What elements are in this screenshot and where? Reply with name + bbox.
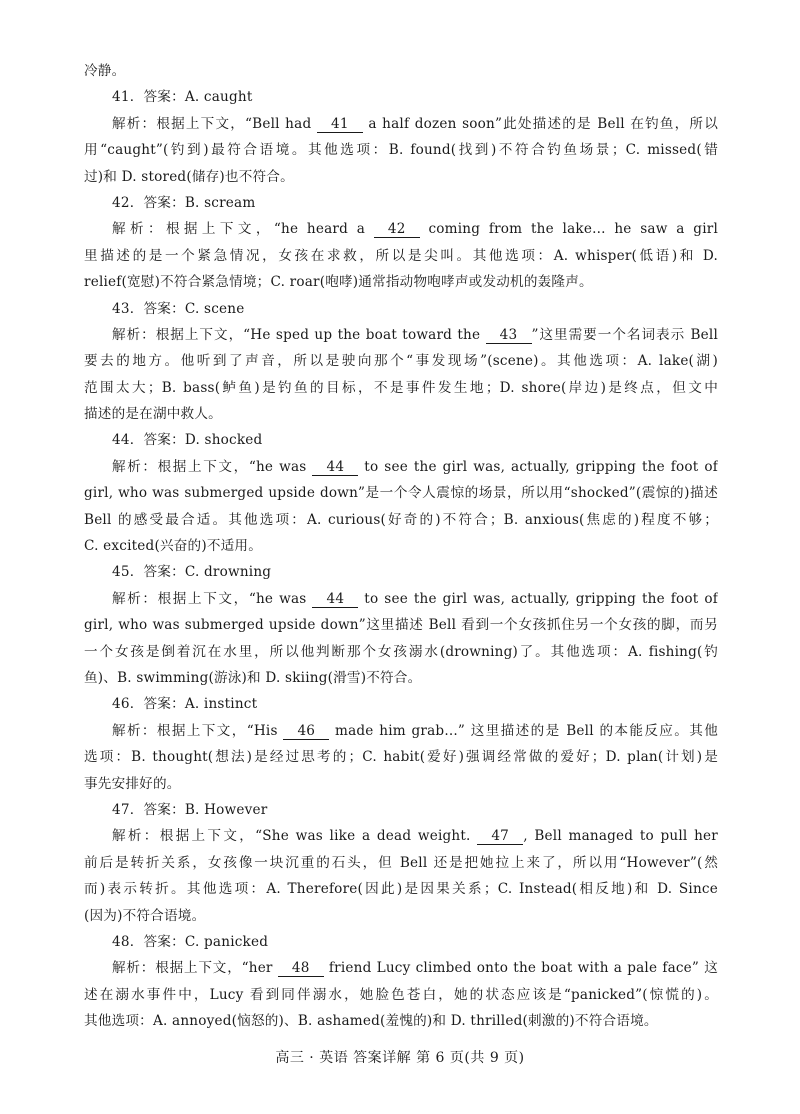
- text-segment: 解析：根据上下文，“She was like a dead weight.: [112, 828, 478, 845]
- text-segment: ”这里需要一个名词表示 Bell: [531, 326, 718, 343]
- text-line: 范围太大；B. bass(鲈鱼)是钓鱼的目标，不是事件发生地；D. shore(岸边)是终点，但文中: [84, 379, 718, 396]
- text-line: (因为)不符合语境。: [84, 907, 206, 924]
- text-line: [84, 823, 718, 849]
- blank-number: 44: [312, 460, 358, 476]
- text-segment: friend Lucy climbed onto the boat with a pale face” 这: [328, 960, 718, 977]
- text-line: [84, 111, 718, 137]
- text-line: 选项：B. thought(想法)是经过思考的；C. habit(爱好)强调经常做的爱好；D. plan(计划)是: [84, 749, 718, 766]
- text-segment: 解析：根据上下文，“her: [112, 960, 278, 977]
- text-line: 一个女孩是倒着沉在水里，所以他判断那个女孩溺水(drowning)了。其他选项：A. fishing(钓: [84, 643, 718, 660]
- blank-number: 41: [317, 117, 363, 133]
- text-line: 44．答案：D. shocked: [112, 432, 263, 449]
- text-line: [84, 955, 718, 981]
- blank-number: 43: [486, 328, 532, 344]
- text-line: [84, 586, 718, 612]
- text-line: girl, who was submerged upside down”是一个令人震惊的场景，所以用“shocked”(震惊的)描述: [84, 485, 718, 502]
- text-line: 鱼)、B. swimming(游泳)和 D. skiing(滑雪)不符合。: [84, 669, 422, 686]
- text-segment: made him grab...” 这里描述的是 Bell 的本能反应。其他: [329, 722, 718, 739]
- text-segment: to see the girl was, actually, gripping the foot of: [364, 458, 718, 475]
- answer-explanation-body: [84, 58, 718, 1034]
- text-line: 要去的地方。他听到了声音，所以是驶向那个“事发现场”(scene)。其他选项：A. lake(湖): [84, 353, 718, 370]
- blank-number: 46: [283, 724, 329, 740]
- blank-number: 44: [312, 592, 358, 608]
- text-line: 前后是转折关系，女孩像一块沉重的石头，但 Bell 还是把她拉上来了，所以用“However”(然: [84, 854, 718, 871]
- text-line: 45．答案：C. drowning: [112, 564, 272, 581]
- text-segment: , Bell managed to pull her: [523, 828, 718, 845]
- text-line: 述在溺水事件中，Lucy 看到同伴溺水，她脸色苍白，她的状态应该是“panicked”(惊慌的)。: [84, 986, 718, 1003]
- text-line: 41．答案：A. caught: [112, 89, 253, 106]
- text-line: 48．答案：C. panicked: [112, 933, 269, 950]
- text-line: [84, 718, 718, 744]
- page-footer: 高三 · 英语 答案详解 第 6 页(共 9 页): [275, 1050, 525, 1066]
- text-line: girl, who was submerged upside down”这里描述 Bell 看到一个女孩抓住另一个女孩的脚，而另: [84, 617, 718, 634]
- text-segment: 解析：根据上下文，“Bell had: [112, 115, 317, 132]
- text-line: 46．答案：A. instinct: [112, 696, 258, 713]
- text-segment: 解析：根据上下文，“he was: [112, 458, 313, 475]
- text-line: 冷静。: [84, 63, 126, 79]
- text-line: 过)和 D. stored(储存)也不符合。: [84, 168, 294, 185]
- text-line: C. excited(兴奋的)不适用。: [84, 538, 263, 555]
- text-line: Bell 的感受最合适。其他选项：A. curious(好奇的)不符合；B. anxious(焦虑的)程度不够；: [84, 511, 718, 528]
- blank-number: 42: [374, 222, 420, 238]
- text-line: [84, 216, 718, 242]
- text-line: relief(宽慰)不符合紧急情境；C. roar(咆哮)通常指动物咆哮声或发动机的轰隆声。: [84, 274, 593, 291]
- text-segment: 解析：根据上下文，“he was: [112, 590, 313, 607]
- text-segment: 解析：根据上下文，“he heard a: [112, 221, 374, 238]
- text-segment: coming from the lake... he saw a girl: [428, 221, 718, 238]
- blank-number: 48: [278, 961, 324, 977]
- text-segment: 解析：根据上下文，“He sped up the boat toward the: [112, 326, 486, 343]
- text-segment: a half dozen soon”此处描述的是 Bell 在钓鱼，所以: [362, 115, 718, 132]
- text-line: 47．答案：B. However: [112, 801, 268, 818]
- text-line: 而)表示转折。其他选项：A. Therefore(因此)是因果关系；C. Instead(相反地)和 D. Since: [84, 881, 718, 898]
- text-line: 描述的是在湖中救人。: [84, 406, 222, 423]
- text-line: 里描述的是一个紧急情况，女孩在求救，所以是尖叫。其他选项：A. whisper(低语)和 D.: [84, 247, 718, 264]
- blank-number: 47: [477, 829, 523, 845]
- text-line: 用“caught”(钓到)最符合语境。其他选项：B. found(找到)不符合钓鱼场景；C. missed(错: [84, 142, 718, 159]
- text-line: 其他选项：A. annoyed(恼怒的)、B. ashamed(羞愧的)和 D. thrilled(刺激的)不符合语境。: [84, 1013, 658, 1030]
- text-segment: 解析：根据上下文，“His: [112, 722, 284, 739]
- text-segment: to see the girl was, actually, gripping the foot of: [364, 590, 718, 607]
- text-line: 43．答案：C. scene: [112, 300, 245, 317]
- text-line: [84, 322, 718, 348]
- text-line: 42．答案：B. scream: [112, 194, 256, 211]
- text-line: 事先安排好的。: [84, 775, 181, 792]
- text-line: [84, 454, 718, 480]
